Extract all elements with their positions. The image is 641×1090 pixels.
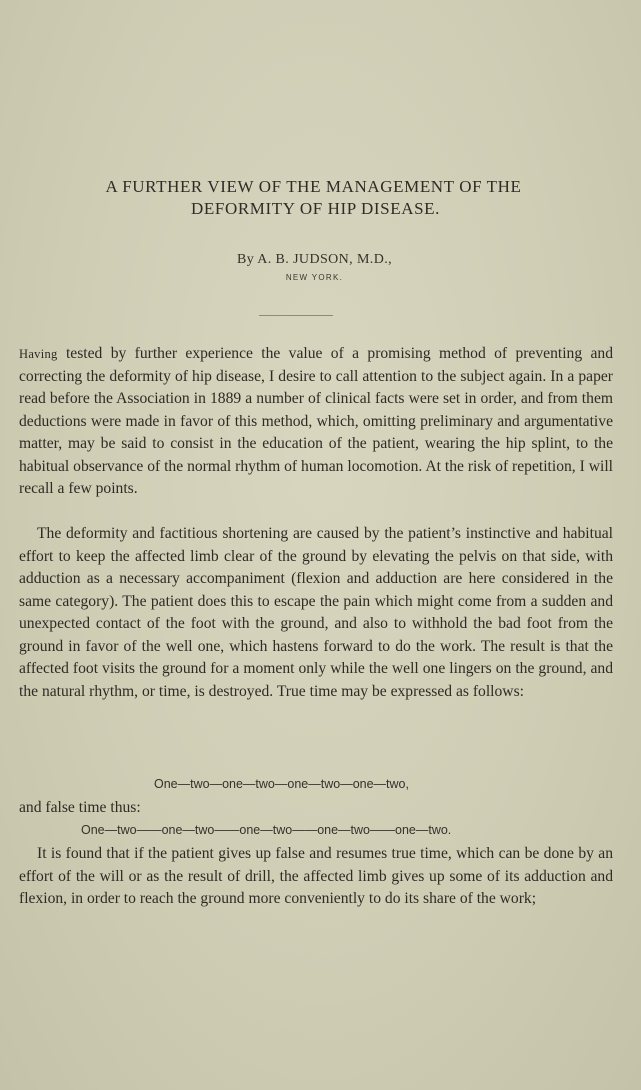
true-time-formula: One—two—one—two—one—two—one—two,	[154, 777, 409, 791]
article-title-line-1: A FURTHER VIEW OF THE MANAGEMENT OF THE	[105, 177, 522, 196]
author-byline	[0, 252, 635, 268]
false-time-intro: and false time thus:	[19, 799, 141, 816]
paragraph-1	[19, 343, 613, 501]
section-divider	[259, 315, 333, 316]
author-location: NEW YORK.	[285, 273, 344, 282]
false-time-formula: One—two——one—two——one—two——one—two——one—two.	[81, 823, 452, 837]
paragraph-1-text: tested by further experience the value of a promising method of preventing and correcting the deformity of hip disease, I desire to call attention to the subject again. In a paper read before the Association in 1889 a number of clinical facts were set in order, and from them deductions were made in favor of this method, which, omitting preliminary and argumentative matter, may be said to consist in the education of the patient, wearing the hip splint, to the habitual observance of the normal rhythm of human locomotion. At the risk of repetition, I will recall a few points.	[19, 345, 613, 497]
paragraph-1-lead-word: Having	[19, 347, 58, 361]
byline-by: By	[236, 252, 255, 267]
paragraph-3	[19, 843, 613, 911]
paragraph-2	[19, 523, 613, 703]
article-title-line-2: DEFORMITY OF HIP DISEASE.	[191, 199, 440, 218]
paragraph-3-text: It is found that if the patient gives up false and resumes true time, which can be done by an effort of the will or as the result of drill, the affected limb gives up some of its adduction and flexion, in order to reach the ground more conveniently to do its share of the work;	[19, 845, 613, 907]
author-name: A. B. JUDSON, M.D.,	[257, 252, 393, 267]
paragraph-2-text: The deformity and factitious shortening are caused by the patient’s instinctive and habitual effort to keep the affected limb clear of the ground by elevating the pelvis on that side, with adduction as a necessary accompaniment (flexion and adduction are here considered in the same category). The patient does this to escape the pain which might come from a sudden and unexpected contact of the foot with the ground, and also to withhold the bad foot from the ground in favor of the well one, which hastens forward to do the work. The result is that the affected foot visits the ground for a moment only while the well one lingers on the ground, and the natural rhythm, or time, is destroyed. True time may be expressed as follows:	[19, 525, 613, 700]
